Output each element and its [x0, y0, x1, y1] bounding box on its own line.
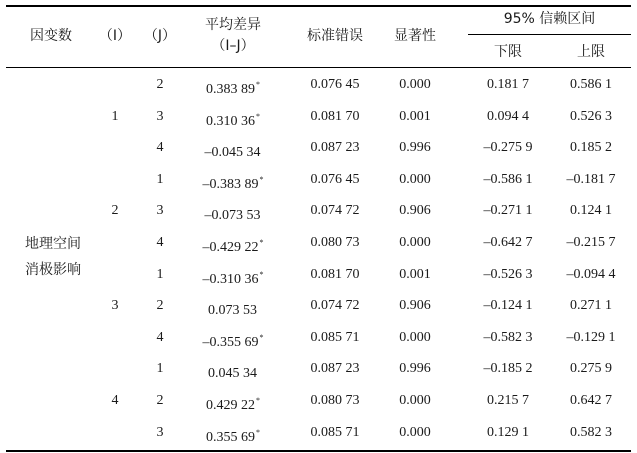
- cell-lower: 0.215 7: [487, 393, 529, 408]
- cell-j: 2: [156, 298, 164, 314]
- cell-lower: 0.094 4: [487, 108, 529, 124]
- cell-j: 4: [156, 329, 164, 345]
- cell-lower: –0.582 3: [483, 329, 533, 345]
- cell-j: 1: [156, 266, 164, 282]
- cell-sig: 0.996: [399, 361, 431, 377]
- cell-j: 1: [156, 171, 164, 187]
- cell-j: 4: [156, 235, 164, 250]
- cell-lower: –0.124 1: [483, 298, 533, 314]
- cell-se: 0.080 73: [310, 393, 360, 408]
- mean-diff-value: 0.310 36: [206, 113, 255, 129]
- header-mean-diff: 平均差异: [205, 17, 261, 33]
- mean-diff-value: –0.383 89: [202, 176, 259, 192]
- cell-se: 0.081 70: [310, 266, 360, 282]
- cell-j: 3: [156, 203, 164, 219]
- header-i: （I）: [98, 28, 132, 44]
- mean-diff-value: –0.073 53: [204, 208, 261, 224]
- mean-diff-value: –0.429 22: [202, 240, 259, 255]
- significance-star: *: [259, 174, 264, 184]
- significance-star: *: [256, 396, 260, 405]
- significance-star: *: [259, 332, 264, 342]
- cell-upper: 0.185 2: [570, 140, 612, 156]
- header-significance: 显著性: [394, 28, 436, 44]
- cell-lower: –0.586 1: [483, 171, 533, 187]
- cell-upper: 0.586 1: [570, 77, 612, 92]
- cell-lower: –0.275 9: [483, 140, 533, 156]
- dependent-var-line-1: 地理空间: [25, 236, 81, 252]
- cell-j: 3: [156, 108, 164, 124]
- cell-upper: 0.124 1: [570, 203, 612, 219]
- cell-upper: –0.181 7: [566, 171, 616, 187]
- group-i-label: 2: [111, 203, 119, 219]
- cell-diff: [188, 329, 278, 352]
- cell-diff: [188, 76, 278, 99]
- table-header-rule: [6, 67, 631, 68]
- mean-diff-value: 0.073 53: [208, 303, 257, 319]
- cell-j: 4: [156, 140, 164, 156]
- group-i-label: 1: [111, 108, 119, 124]
- cell-sig: 0.996: [399, 140, 431, 156]
- cell-sig: 0.000: [399, 171, 431, 187]
- cell-upper: 0.526 3: [570, 108, 612, 124]
- cell-upper: 0.271 1: [570, 298, 612, 314]
- header-upper: 上限: [577, 44, 605, 60]
- cell-sig: 0.000: [399, 235, 431, 250]
- cell-se: 0.076 45: [310, 171, 360, 187]
- dependent-var-line-2: 消极影响: [25, 262, 81, 278]
- cell-upper: 0.582 3: [570, 424, 612, 440]
- cell-se: 0.081 70: [310, 108, 360, 124]
- cell-sig: 0.906: [399, 203, 431, 219]
- cell-diff: [188, 297, 278, 320]
- cell-j: 1: [156, 361, 164, 377]
- cell-diff: [188, 360, 278, 383]
- table-top-rule: [6, 5, 631, 7]
- cell-se: 0.085 71: [310, 329, 360, 345]
- mean-diff-value: 0.429 22: [206, 398, 255, 413]
- cell-se: 0.080 73: [310, 235, 360, 250]
- mean-diff-value: –0.045 34: [204, 145, 261, 161]
- ci-header-rule: [468, 34, 631, 35]
- cell-upper: 0.275 9: [570, 361, 612, 377]
- header-confidence-interval: 95% 信赖区间: [503, 11, 596, 27]
- cell-diff: [188, 266, 278, 289]
- cell-sig: 0.000: [399, 329, 431, 345]
- significance-star: *: [259, 238, 264, 247]
- cell-diff: [188, 171, 278, 194]
- mean-diff-value: 0.045 34: [208, 366, 257, 382]
- cell-diff: [188, 424, 278, 447]
- cell-lower: –0.185 2: [483, 361, 533, 377]
- cell-j: 2: [156, 77, 164, 92]
- cell-upper: 0.642 7: [570, 393, 612, 408]
- cell-lower: –0.642 7: [483, 235, 533, 250]
- cell-se: 0.074 72: [310, 298, 360, 314]
- cell-lower: –0.271 1: [483, 203, 533, 219]
- cell-diff: [188, 392, 278, 415]
- header-j: （J）: [143, 28, 177, 44]
- cell-j: 3: [156, 424, 164, 440]
- group-i-label: 4: [111, 393, 119, 408]
- cell-upper: –0.129 1: [566, 329, 616, 345]
- cell-sig: 0.001: [399, 108, 431, 124]
- cell-upper: –0.094 4: [566, 266, 616, 282]
- significance-star: *: [256, 80, 260, 89]
- cell-j: 2: [156, 393, 164, 408]
- significance-star: *: [256, 427, 260, 437]
- cell-se: 0.076 45: [310, 77, 360, 92]
- mean-diff-value: 0.355 69: [206, 429, 255, 445]
- cell-lower: 0.129 1: [487, 424, 529, 440]
- header-dependent: 因变数: [30, 28, 72, 44]
- cell-se: 0.087 23: [310, 361, 360, 377]
- header-mean-diff-sub: （I–J）: [211, 38, 255, 54]
- cell-diff: [188, 202, 278, 225]
- significance-star: *: [256, 111, 260, 121]
- header-std-error: 标准错误: [307, 28, 363, 44]
- cell-upper: –0.215 7: [566, 235, 616, 250]
- mean-diff-value: 0.383 89: [206, 82, 255, 97]
- group-i-label: 3: [111, 298, 119, 314]
- cell-sig: 0.906: [399, 298, 431, 314]
- significance-star: *: [259, 269, 264, 279]
- cell-sig: 0.001: [399, 266, 431, 282]
- cell-lower: 0.181 7: [487, 77, 529, 92]
- cell-se: 0.087 23: [310, 140, 360, 156]
- cell-se: 0.085 71: [310, 424, 360, 440]
- cell-diff: [188, 139, 278, 162]
- cell-sig: 0.000: [399, 424, 431, 440]
- cell-sig: 0.000: [399, 393, 431, 408]
- cell-sig: 0.000: [399, 77, 431, 92]
- cell-diff: [188, 108, 278, 131]
- cell-diff: [188, 234, 278, 257]
- table-bottom-rule: [6, 450, 631, 452]
- header-lower: 下限: [494, 44, 522, 60]
- cell-lower: –0.526 3: [483, 266, 533, 282]
- mean-diff-value: –0.355 69: [202, 334, 259, 350]
- cell-se: 0.074 72: [310, 203, 360, 219]
- mean-diff-value: –0.310 36: [202, 271, 259, 287]
